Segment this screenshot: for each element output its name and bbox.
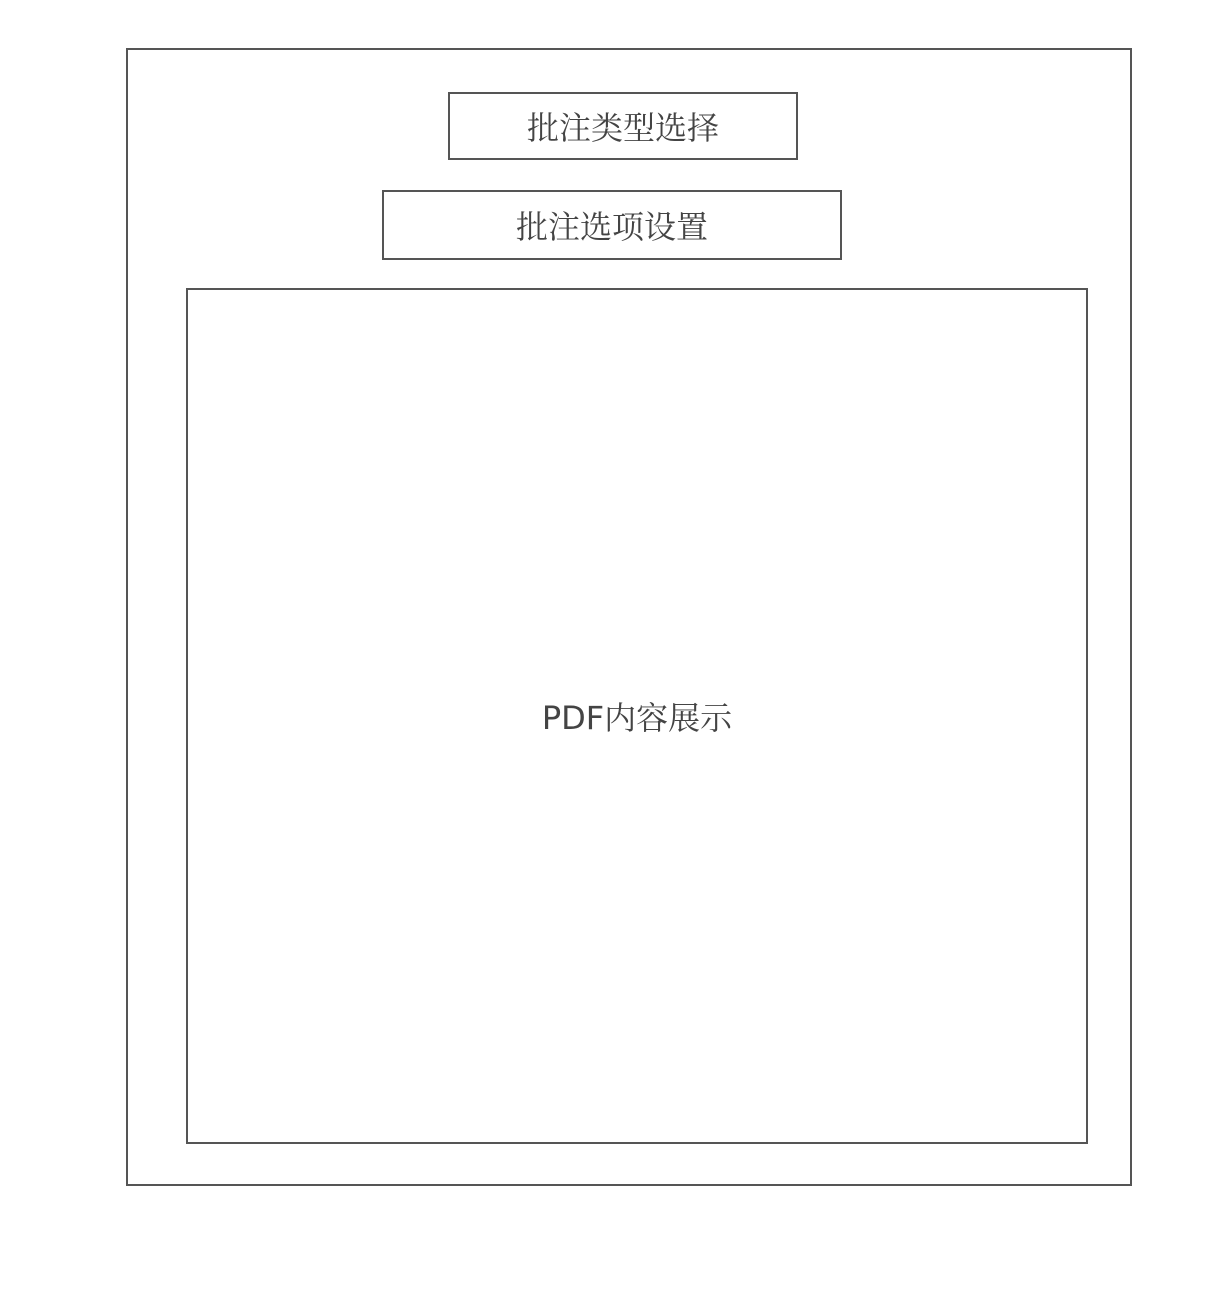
- pdf-content-display-label: PDF内容展示: [541, 699, 733, 737]
- pdf-content-display-area: [186, 288, 1088, 1144]
- annotation-type-select-label: 批注类型选择: [526, 109, 719, 147]
- annotation-option-settings-box[interactable]: [382, 190, 842, 260]
- annotation-option-settings-label: 批注选项设置: [515, 208, 708, 246]
- annotation-type-select-box[interactable]: [448, 92, 798, 160]
